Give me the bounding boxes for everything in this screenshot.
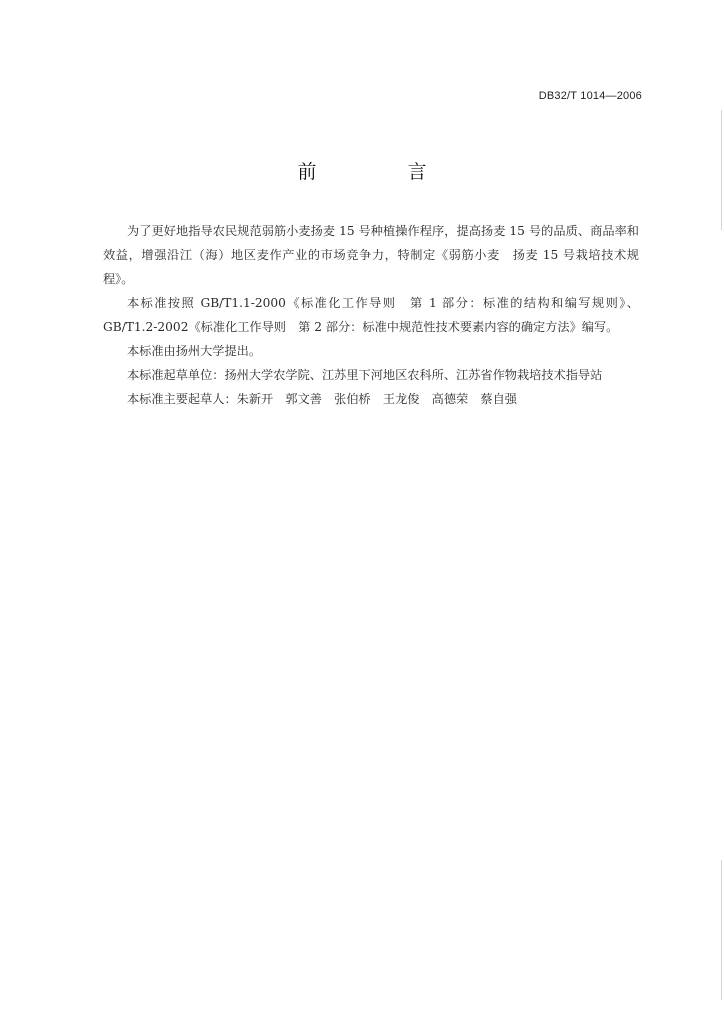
page-title: 前 言 (297, 161, 463, 183)
paragraph-drafters: 本标准主要起草人：朱新开 郭文善 张伯桥 王龙俊 高德荣 蔡自强 (127, 392, 517, 406)
paragraph-drafting-units: 本标准起草单位：扬州大学农学院、江苏里下河地区农科所、江苏省作物栽培技术指导站 (127, 368, 603, 382)
standard-code: DB32/T 1014—2006 (538, 90, 642, 102)
paragraph-proposer: 本标准由扬州大学提出。 (127, 344, 262, 358)
paragraph-purpose: 为了更好地指导农民规范弱筋小麦扬麦 15 号种植操作程序，提高扬麦 15 号的品质、商品率和效益，增强沿江（海）地区麦作产业的市场竞争力，特制定《弱筋小麦 扬麦 15 号栽培技术规程》。 (103, 224, 639, 286)
paragraph-drafting-basis: 本标准按照 GB/T1.1-2000《标准化工作导则 第 1 部分：标准的结构和编写规则》、GB/T1.2-2002《标准化工作导则 第 2 部分：标准中规范性技术要素内容的确定方法》编写。 (103, 296, 639, 334)
foreword-body (103, 219, 639, 411)
scan-edge-mark (721, 860, 722, 1000)
scan-edge-mark (721, 110, 722, 230)
